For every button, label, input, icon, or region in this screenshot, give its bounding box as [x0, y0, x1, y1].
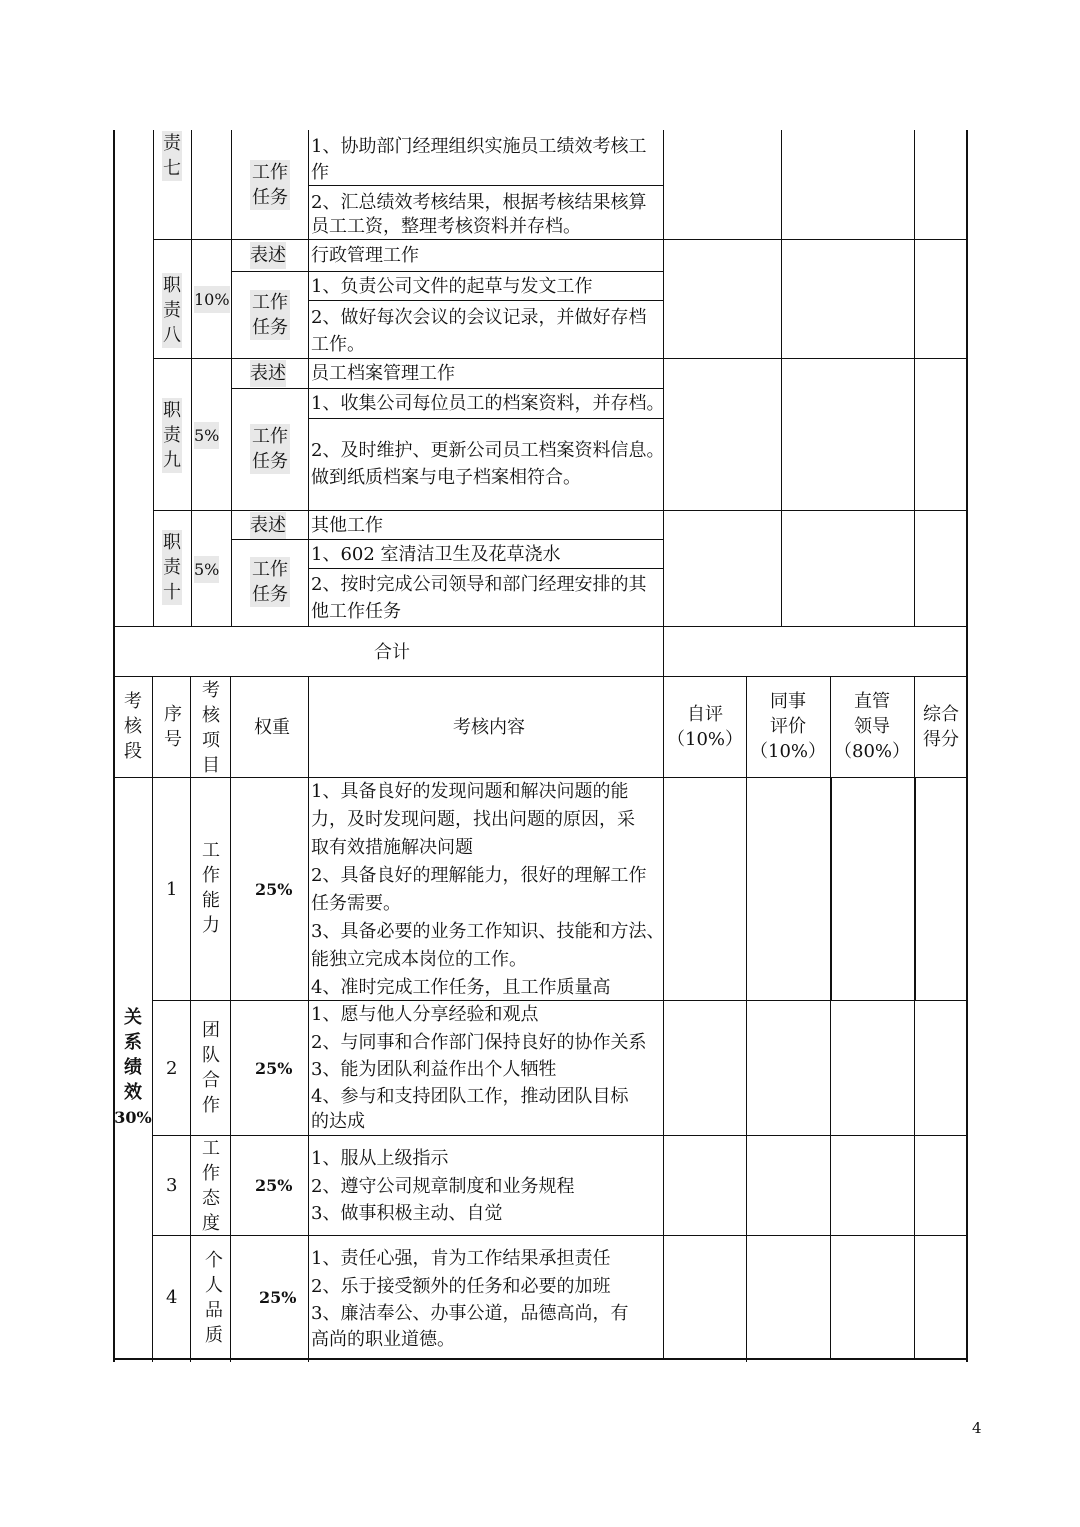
relation-row-2-line: 2、与同事和合作部门保持良好的协作关系 [311, 1032, 647, 1053]
line-h-r7-task-split [308, 185, 664, 186]
duty-10-task-line: 他工作任务 [311, 601, 401, 622]
relation-row-3-line: 2、遵守公司规章制度和业务规程 [311, 1176, 575, 1197]
line-h-row3-top [152, 1135, 968, 1136]
duty-9-task-line: 1、收集公司每位员工的档案资料，并存档。 [311, 393, 665, 414]
line-h-r10-desc [231, 539, 664, 540]
duty-9-task-line: 做到纸质档案与电子档案相符合。 [311, 467, 581, 488]
duty-8-desc-label: 表述 [250, 242, 286, 269]
line-h-r10-top [153, 510, 967, 511]
line-h-r10-task-split [308, 568, 664, 569]
relation-row-2-no: 2 [166, 1058, 178, 1079]
duty-8-task-label: 工作 任务 [252, 292, 288, 338]
duty-7-task-line: 作 [311, 162, 329, 183]
header-leader: 直管 领导 （80%） [834, 691, 911, 762]
header-item: 考 核 项 目 [202, 680, 220, 776]
line-v-total-left-body [914, 778, 916, 1000]
line-h-r9-desc [231, 388, 664, 389]
duty-10-weight: 5% [194, 556, 219, 583]
line-h-r8-task-split [308, 300, 664, 301]
duty-8-task-line: 工作。 [311, 334, 365, 355]
relation-row-3-line: 1、服从上级指示 [311, 1148, 449, 1169]
duty-10-task-line: 1、602 室清洁卫生及花草浇水 [311, 544, 561, 565]
line-v-score2 [781, 130, 782, 627]
line-v-score1 [663, 130, 664, 1360]
duty-9-desc: 员工档案管理工作 [311, 363, 455, 384]
relation-row-1-line: 任务需要。 [311, 893, 401, 914]
relation-row-1-line: 2、具备良好的理解能力，很好的理解工作 [311, 865, 647, 886]
duty-7-name: 责 七 [163, 133, 181, 179]
relation-row-2-item: 团 队 合 作 [202, 1020, 220, 1116]
header-weight: 权重 [254, 717, 290, 738]
relation-row-1-line: 能独立完成本岗位的工作。 [311, 949, 527, 970]
relation-row-2-line: 1、愿与他人分享经验和观点 [311, 1004, 539, 1025]
duty-9-task-label: 工作 任务 [252, 426, 288, 472]
relation-row-2-line: 的达成 [311, 1111, 365, 1132]
line-v-label-left [231, 130, 232, 627]
duty-10-task-line: 2、按时完成公司领导和部门经理安排的其 [311, 574, 647, 595]
relation-row-1-line: 3、具备必要的业务工作知识、技能和方法、 [311, 921, 665, 942]
duty-8-task-line: 2、做好每次会议的会议记录，并做好存档 [311, 307, 647, 328]
duty-7-task-line: 2、汇总绩效考核结果，根据考核结果核算 [311, 192, 647, 213]
duty-8-weight: 10% [194, 286, 230, 313]
border-right-outer [966, 130, 968, 1362]
line-v-content-left2 [308, 676, 309, 1362]
line-v-leader-left-body2 [830, 1000, 831, 1360]
header-content: 考核内容 [453, 717, 525, 738]
header-total: 综合 得分 [923, 704, 959, 750]
header-peer: 同事 评价 （10%） [750, 691, 827, 762]
relation-row-4-line: 1、责任心强，肯为工作结果承担责任 [311, 1248, 611, 1269]
relation-row-1-item: 工 作 能 力 [202, 840, 220, 936]
relation-row-1-no: 1 [166, 879, 178, 900]
relation-row-4-item: 个 人 品 质 [205, 1250, 223, 1346]
line-h-r8-desc [231, 271, 664, 272]
relation-row-1-line: 力，及时发现问题，找出问题的原因，采 [311, 809, 635, 830]
relation-row-1-line: 1、具备良好的发现问题和解决问题的能 [311, 781, 629, 802]
relation-row-3-no: 3 [166, 1175, 178, 1196]
relation-row-2-line: 4、参与和支持团队工作，推动团队目标 [311, 1086, 629, 1107]
header-self: 自评 （10%） [667, 704, 744, 750]
line-v-content-left [308, 130, 309, 627]
line-v-total-left [914, 676, 915, 778]
total-label: 合计 [374, 642, 410, 663]
relation-row-2-weight: 25% [255, 1059, 293, 1078]
relation-stage: 关 系 绩 效 30% [114, 1007, 152, 1127]
line-v-total-left-body2 [914, 1000, 915, 1360]
duty-10-desc-label: 表述 [250, 512, 286, 539]
line-h-row4-top [152, 1235, 968, 1236]
duty-7-task-line: 员工工资，整理考核资料并存档。 [311, 216, 581, 237]
header-seq: 序 号 [164, 704, 182, 750]
border-left-outer [113, 130, 115, 1362]
relation-row-1-line: 4、准时完成工作任务，且工作质量高 [311, 977, 611, 998]
page-number: 4 [972, 1419, 982, 1437]
duty-9-desc-label: 表述 [250, 360, 286, 387]
line-v-score3 [914, 130, 915, 627]
line-v-leader-left-body [830, 778, 832, 1000]
line-h-header-top [113, 676, 968, 677]
relation-row-4-line: 2、乐于接受额外的任务和必要的加班 [311, 1276, 611, 1297]
line-v-leader-left [830, 676, 831, 778]
duty-8-desc: 行政管理工作 [311, 245, 419, 266]
duty-8-name: 职 责 八 [163, 275, 181, 346]
duty-9-task-line: 2、及时维护、更新公司员工档案资料信息。 [311, 440, 665, 461]
relation-row-4-line: 高尚的职业道德。 [311, 1329, 455, 1350]
line-v-weight-left2 [230, 676, 231, 1362]
line-v-peer-left [746, 676, 747, 1362]
duty-10-task-label: 工作 任务 [252, 559, 288, 605]
line-v-item-left [190, 676, 191, 1362]
relation-row-1-weight: 25% [255, 880, 293, 899]
duty-10-name: 职 责 十 [163, 532, 181, 603]
relation-row-4-line: 3、廉洁奉公、办事公道，品德高尚，有 [311, 1303, 629, 1324]
line-v-name-left [153, 130, 154, 627]
duty-9-weight: 5% [194, 422, 219, 449]
relation-row-3-item: 工 作 态 度 [202, 1138, 220, 1234]
line-h-r9-top [153, 358, 967, 359]
line-h-bottom [113, 1358, 968, 1360]
duty-10-desc: 其他工作 [311, 515, 383, 536]
relation-row-2-line: 3、能为团队利益作出个人牺牲 [311, 1059, 557, 1080]
duty-7-task-line: 1、协助部门经理组织实施员工绩效考核工 [311, 136, 647, 157]
relation-row-4-weight: 25% [259, 1288, 297, 1307]
line-h-total-top [113, 626, 968, 627]
relation-row-3-weight: 25% [255, 1176, 293, 1195]
line-h-r9-task-split [308, 418, 664, 419]
line-v-seq-left [152, 676, 153, 1362]
duty-9-name: 职 责 九 [163, 400, 181, 471]
header-stage: 考 核 段 [124, 691, 142, 762]
line-v-weight-left [191, 130, 192, 627]
relation-row-3-line: 3、做事积极主动、自觉 [311, 1203, 503, 1224]
relation-row-1-line: 取有效措施解决问题 [311, 837, 473, 858]
relation-row-4-no: 4 [166, 1287, 178, 1308]
duty-8-task-line: 1、负责公司文件的起草与发文工作 [311, 276, 593, 297]
duty-7-task-label: 工作 任务 [252, 162, 288, 208]
